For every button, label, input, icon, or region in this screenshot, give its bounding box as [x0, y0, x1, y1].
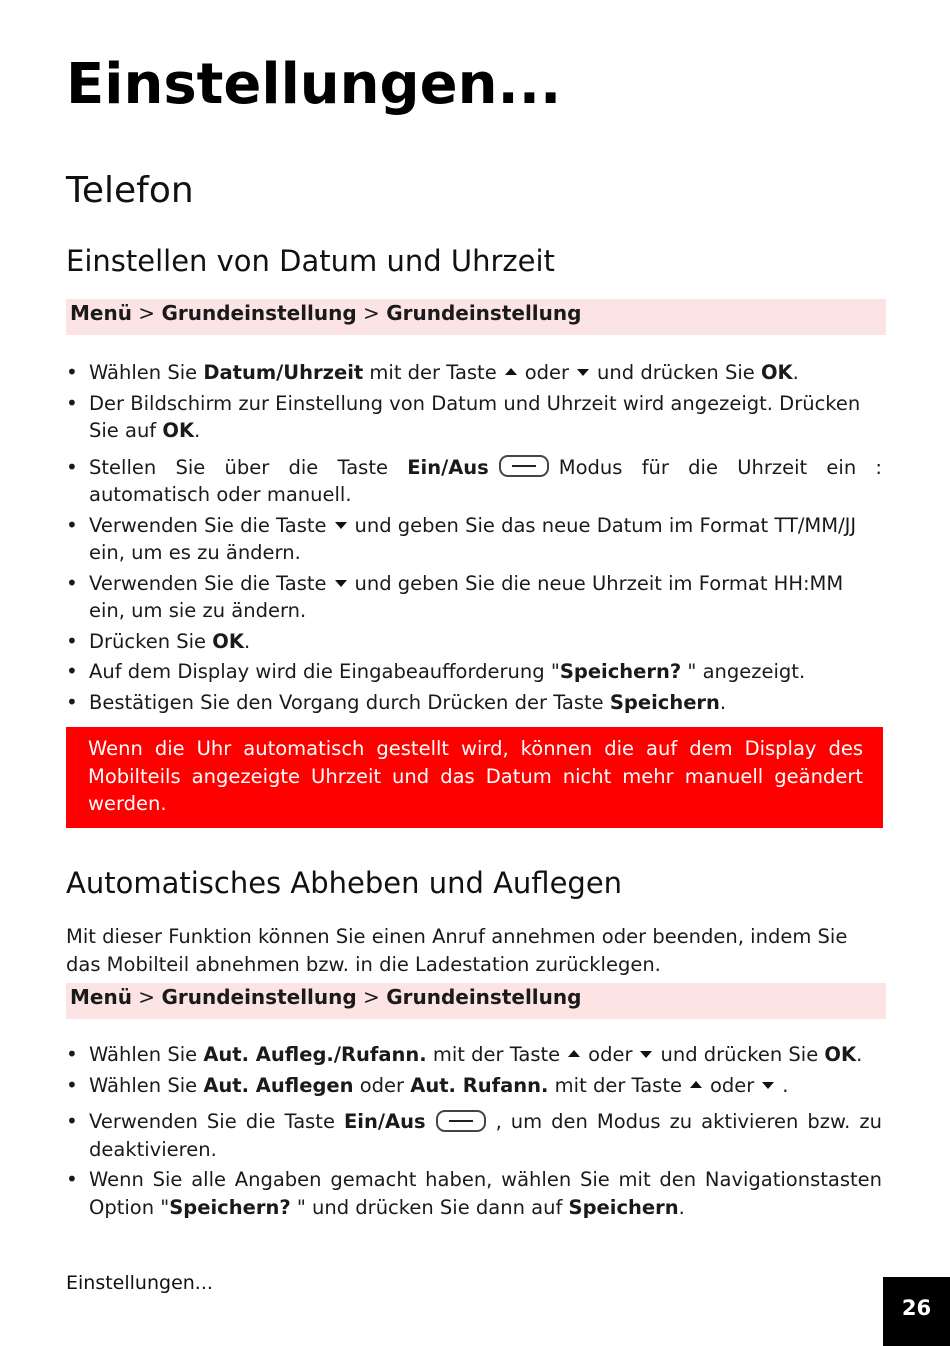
menu-path-separator: >	[356, 985, 387, 1009]
list-item	[66, 359, 882, 387]
bold-text: OK	[760, 361, 793, 384]
text: .	[782, 1073, 789, 1097]
text: , um den Modus zu aktivieren bzw. zu	[495, 1110, 882, 1133]
page-title: Einstellungen...	[66, 52, 562, 117]
menu-path-auto-answer	[66, 983, 886, 1019]
list-item	[66, 570, 882, 625]
on-off-key-icon	[499, 455, 549, 477]
text: .	[792, 361, 799, 384]
text: .	[243, 629, 251, 653]
text: Verwenden Sie die Taste	[89, 1110, 344, 1133]
arrow-down-icon	[335, 580, 347, 587]
list-item	[66, 1166, 882, 1221]
list-item	[66, 390, 882, 445]
list-item	[66, 628, 882, 656]
text: Wählen Sie	[89, 361, 204, 384]
bold-text: OK	[212, 629, 244, 653]
bold-text: Speichern?	[559, 660, 682, 683]
text: und geben Sie das neue Datum im Format TT/MM/JJ ein, um es zu ändern.	[89, 513, 857, 564]
list-item	[66, 454, 882, 509]
section-title: Telefon	[66, 170, 194, 211]
bold-text: Ein/Aus	[407, 455, 489, 479]
text: automatisch oder manuell.	[89, 483, 352, 506]
text: mit der Taste	[548, 1073, 682, 1097]
text: Modus für die Uhrzeit ein :	[558, 455, 882, 479]
menu-path-item: Grundeinstellung	[161, 985, 357, 1009]
intro-paragraph: Mit dieser Funktion können Sie einen Anruf annehmen oder beenden, indem Sie das Mobilteil abnehmen bzw. in die Ladestation zurücklegen.	[66, 925, 848, 976]
bold-text: Speichern?	[169, 1195, 291, 1219]
bold-text: OK	[162, 419, 195, 442]
subsection-heading-auto-answer: Automatisches Abheben und Auflegen	[66, 866, 623, 900]
text: und geben Sie die neue Uhrzeit im Format HH:MM ein, um sie zu ändern.	[89, 571, 844, 622]
arrow-down-icon	[762, 1082, 774, 1089]
text: mit der Taste	[426, 1043, 561, 1066]
text: .	[678, 1195, 685, 1219]
text: .	[194, 419, 201, 442]
menu-path-item: Grundeinstellung	[161, 301, 357, 325]
bold-text: Aut. Auflegen	[203, 1073, 354, 1097]
text: Wählen Sie	[89, 1073, 204, 1097]
arrow-up-icon	[568, 1050, 580, 1057]
list-item	[66, 689, 882, 717]
text: .	[856, 1043, 863, 1066]
text: Stellen Sie über die Taste	[89, 455, 408, 479]
menu-path-item: Menü	[70, 301, 132, 325]
text: Verwenden Sie die Taste	[89, 513, 327, 537]
arrow-up-icon	[690, 1081, 702, 1088]
text: Wählen Sie	[89, 1043, 204, 1066]
text: mit der Taste	[363, 361, 497, 384]
menu-path-item: Menü	[70, 985, 132, 1009]
text: oder	[709, 1073, 755, 1097]
instruction-list-datetime	[66, 359, 882, 716]
arrow-up-icon	[505, 368, 517, 375]
text: " und drücken Sie dann auf	[290, 1195, 569, 1219]
warning-note: Wenn die Uhr automatisch gestellt wird, können die auf dem Display des Mobilteils angezeigte Uhrzeit und das Datum nicht mehr manuell geändert werden.	[66, 727, 883, 828]
bold-text: Speichern	[609, 690, 720, 714]
on-off-key-icon	[436, 1110, 486, 1132]
arrow-down-icon	[640, 1051, 652, 1058]
text: oder	[353, 1073, 411, 1097]
menu-path-item: Grundeinstellung	[386, 301, 582, 325]
list-item	[66, 512, 882, 567]
bold-text: OK	[824, 1043, 857, 1066]
text: und drücken Sie	[597, 361, 761, 384]
menu-path-separator: >	[131, 301, 162, 325]
bold-text: Ein/Aus	[343, 1110, 426, 1133]
menu-path-datetime	[66, 299, 886, 335]
arrow-down-icon	[335, 522, 347, 529]
text: Auf dem Display wird die Eingabeaufforderung "	[89, 660, 560, 683]
text: Drücken Sie	[89, 629, 213, 653]
text: Option "	[89, 1195, 170, 1219]
text: Bestätigen Sie den Vorgang durch Drücken der Taste	[89, 690, 610, 714]
page-number: 26	[883, 1277, 950, 1346]
text: " angezeigt.	[681, 660, 806, 683]
bold-text: Speichern	[568, 1195, 679, 1219]
subsection-heading-datetime: Einstellen von Datum und Uhrzeit	[66, 244, 555, 278]
list-item	[66, 1072, 882, 1100]
list-item	[66, 1108, 882, 1163]
text: • Wenn Sie alle Angaben gemacht haben, wählen Sie mit den Navigationstasten	[89, 1168, 882, 1191]
arrow-down-icon	[577, 369, 589, 376]
footer-chapter-title: Einstellungen...	[66, 1272, 213, 1294]
bold-text: Aut. Aufleg./Rufann.	[203, 1043, 427, 1066]
menu-path-item: Grundeinstellung	[386, 985, 582, 1009]
bold-text: Datum/Uhrzeit	[203, 361, 364, 384]
text: deaktivieren.	[89, 1137, 217, 1161]
instruction-list-auto-answer	[66, 1041, 882, 1221]
text: .	[719, 690, 727, 714]
menu-path-separator: >	[131, 985, 162, 1009]
bold-text: Aut. Rufann.	[410, 1073, 549, 1097]
list-item	[66, 1041, 882, 1069]
menu-path-separator: >	[356, 301, 387, 325]
text: oder	[524, 361, 570, 384]
text: Der Bildschirm zur Einstellung von Datum und Uhrzeit wird angezeigt. Drücken Sie auf	[89, 391, 861, 442]
text: Verwenden Sie die Taste	[89, 571, 327, 595]
list-item	[66, 658, 882, 686]
text: und drücken Sie	[660, 1043, 825, 1066]
text: oder	[588, 1043, 633, 1066]
